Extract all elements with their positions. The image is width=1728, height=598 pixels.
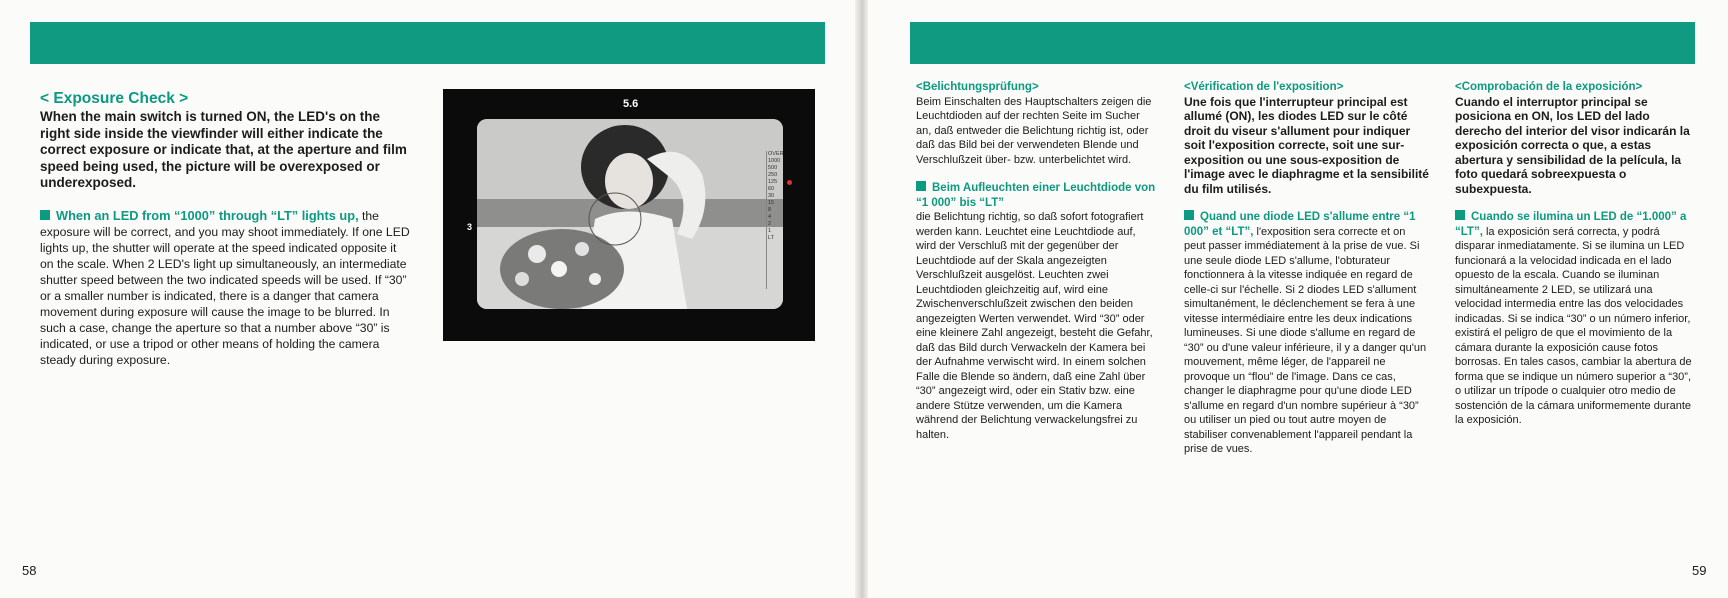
aperture-readout: 5.6 bbox=[623, 98, 639, 110]
header-band bbox=[30, 22, 825, 64]
german-body: die Belichtung richtig, so daß sofort fotografiert werden kann. Leuchtet eine Leuchtdiode auf, wird der Verschluß mit der gegenüber der Leuchtdiode auf der Skala angezeigten Verschlußzeit ausgelöst. Leuchten zwei Leuchtdioden gleichzeitig auf, wird eine Zwischenverschlußzeit zwischen den beiden angezeigten Werten verwendet. Wird “30” oder eine kleinere Zahl angezeigt, besteht die Gefahr, daß das Bild durch Verwackeln der Kamera bei der Aufnahme verwischt wird. In einem solchen Falle die Blende so ändern, daß eine Zahl über “30” angezeigt wird, oder ein Stativ bzw. eine andere Stütze verwenden, um die Kamera während der Belichtung verwackelungsfrei zu halten. bbox=[916, 211, 1153, 441]
spanish-intro: Cuando el interruptor principal se posiciona en ON, los LED del lado derecho del interior del visor indicarán la exposición correcta o que, a estas abertura y sensibilidad de la película, la foto quedará sobreexpuesta o subexpuesta. bbox=[1455, 94, 1690, 196]
left-indicator: 3 bbox=[467, 222, 473, 232]
bullet-square-icon bbox=[40, 210, 50, 220]
french-heading: <Vérification de l'exposition> bbox=[1184, 81, 1344, 93]
viewfinder-photo bbox=[477, 119, 783, 309]
spanish-body: la exposición será correcta, y podrá disparar inmediatamente. Si se ilumina un LED funcionará a la velocidad indicada en el lado opuesto de la escala. Cuando se iluminan simultáneamente 2 LED, se utilizará una velocidad intermedia entre las dos velocidades indicadas. Si se indica “30” o un número inferior, existirá el peligro de que el movimiento de la cámara durante la exposición cause fotos borrosas. En tales casos, cambiar la abertura de forma que se indique un número superior a “30”, o utilizar un trípode o cualquier otro medio de sostención de la cámara uniformemente durante la exposición. bbox=[1455, 225, 1692, 426]
french-intro: Une fois que l'interrupteur principal est allumé (ON), les diodes LED sur le côté droit du viseur s'allument pour indiquer soit l'exposition correcte, soit une sur-exposition ou une sous-exposition de l'image avec le diaphragme et la sensibilité du film utilisés. bbox=[1184, 94, 1429, 196]
spanish-subheading: Cuando se ilumina un LED de “1.000” a “LT”, bbox=[1455, 211, 1687, 238]
german-led-text bbox=[916, 181, 1156, 442]
german-subheading: Beim Aufleuchten einer Leuchtdiode von “1 000” bis “LT” bbox=[916, 182, 1156, 209]
french-subheading: Quand une diode LED s'allume entre “1 000” et “LT”, bbox=[1184, 211, 1416, 238]
shutter-speed-scale: OVER 1000 500 250 125 60 30 15 8 4 2 1 LT bbox=[766, 151, 783, 289]
viewfinder-illustration bbox=[443, 89, 815, 341]
portrait-photo-image bbox=[477, 119, 783, 309]
left-page bbox=[0, 0, 855, 598]
body-text: the exposure will be correct, and you may shoot immediately. If one LED lights up, the shutter will operate at the speed indicated opposite it on the scale. When 2 LED's light up simultaneously, an intermediate shutter speed between the two indicated speeds will be used. If “30” or a smaller number is indicated, there is a danger that camera movement during exposure will cause the image to be blurred. In such a case, change the aperture so that a number above “30” is indicated, or use a tripod or other means of holding the camera steady during exposure. bbox=[40, 209, 410, 367]
header-band bbox=[910, 22, 1695, 64]
bullet-square-icon bbox=[1455, 210, 1465, 220]
french-body: l'exposition sera correcte et on peut passer immédiatement à la prise de vue. Si une seule diode LED s'allume, l'obturateur fonctionnera à la vitesse indiquée en regard de celle-ci sur l'échelle. Si 2 diodes LED s'allument simultanément, le déclenchement se fera à une vitesse intermédiaire entre les deux indications lumineuses. Si une diode s'allume en regard de “30” ou d'une valeur inférieure, il y a danger qu'un mouvement, même léger, de l'appareil ne provoque un “flou” de l'image. Dans ce cas, changer le diaphragme pour qu'une diode LED s'allume en regard d'un nombre supérieur à “30” ou utiliser un pied ou tout autre moyen de stabiliser convenablement l'appareil pendant la prise de vues. bbox=[1184, 225, 1427, 455]
spanish-column bbox=[1455, 80, 1693, 428]
led-explanation bbox=[40, 208, 412, 368]
bullet-square-icon bbox=[916, 181, 926, 191]
section-heading: < Exposure Check > bbox=[40, 90, 189, 107]
subheading: When an LED from “1000” through “LT” lights up, bbox=[56, 208, 359, 223]
german-heading: <Belichtungsprüfung> bbox=[916, 81, 1039, 93]
german-intro: Beim Einschalten des Hauptschalters zeigen die Leuchtdioden auf der rechten Seite im Sucher an, daß entweder die Belichtung richtig ist, oder daß das Bild bei der verwendeten Blende und Verschlußzeit über- bzw. unterbelichtet wird. bbox=[916, 95, 1152, 166]
intro-paragraph: When the main switch is turned ON, the LED's on the right side inside the viewfinder will either indicate the correct exposure or indicate that, at the aperture and film speed being used, the picture will be overexposed or underexposed. bbox=[40, 109, 407, 190]
page-number-right: 59 bbox=[1692, 563, 1707, 578]
spanish-led-text bbox=[1455, 210, 1693, 428]
led-indicator-icon bbox=[787, 180, 792, 185]
german-column bbox=[916, 80, 1156, 442]
page-number-left: 58 bbox=[22, 563, 37, 578]
spanish-heading: <Comprobación de la exposición> bbox=[1455, 81, 1643, 93]
french-led-text bbox=[1184, 210, 1429, 457]
right-page bbox=[868, 0, 1728, 598]
french-column bbox=[1184, 80, 1429, 457]
bullet-square-icon bbox=[1184, 210, 1194, 220]
book-gutter bbox=[855, 0, 868, 598]
